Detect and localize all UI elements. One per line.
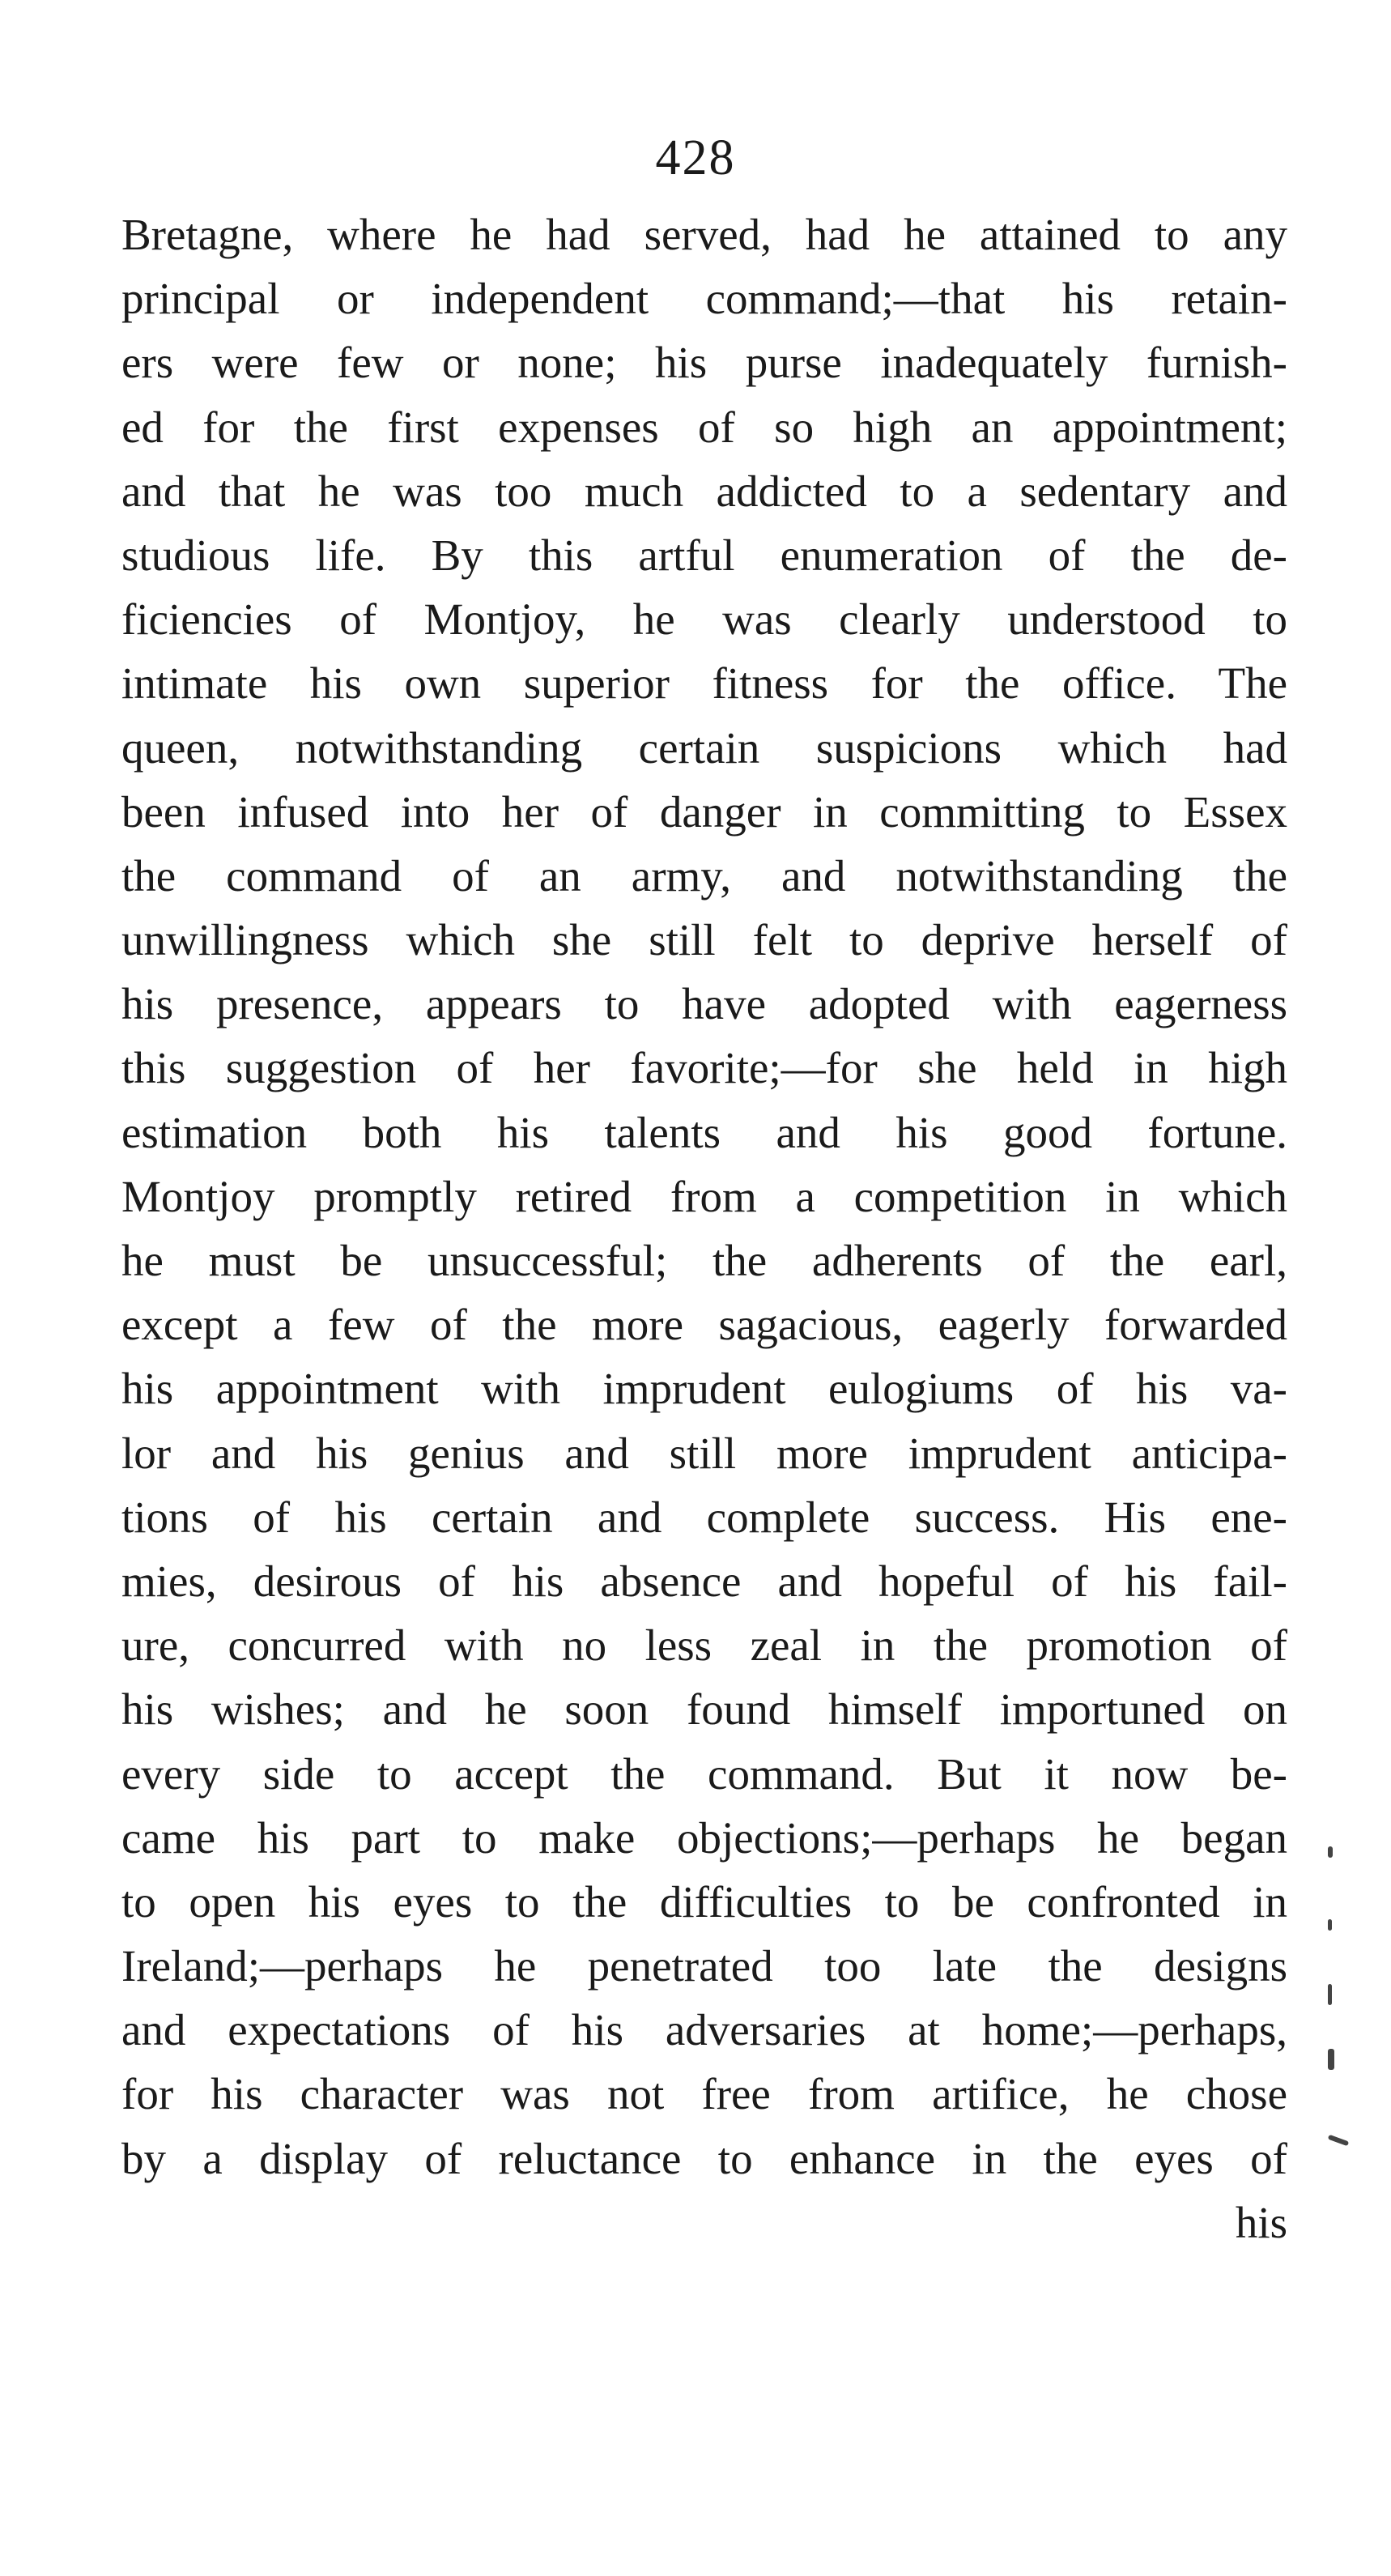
speck-mark (1328, 1919, 1332, 1931)
page-number: 428 (655, 130, 736, 185)
text-line: intimate his own superior fitness for the office. The (121, 658, 1287, 709)
text-line: principal or independent command;—that his retain- (121, 274, 1287, 324)
text-line: his wishes; and he soon found himself importuned on (121, 1684, 1287, 1735)
text-line: Montjoy promptly retired from a competition in which (121, 1171, 1287, 1221)
text-line: lor and his genius and still more imprudent anticipa- (121, 1428, 1287, 1478)
text-line: this suggestion of her favorite;—for she held in high (121, 1043, 1287, 1093)
text-line: he must be unsuccessful; the adherents of the earl, (121, 1236, 1287, 1285)
text-line: mies, desirous of his absence and hopeful of his fail- (121, 1556, 1287, 1606)
text-line: and that he was too much addicted to a sedentary and (121, 466, 1287, 516)
text-line: except a few of the more sagacious, eagerly forwarded (121, 1300, 1287, 1350)
text-line: tions of his certain and complete success. His ene- (121, 1492, 1287, 1542)
catchword: his (1235, 2197, 1287, 2247)
text-line: ure, concurred with no less zeal in the promotion of (121, 1620, 1287, 1671)
text-line: studious life. By this artful enumeration of the de- (121, 530, 1287, 580)
text-line: for his character was not free from artifice, he chose (121, 2069, 1287, 2119)
text-line: his appointment with imprudent eulogiums of his va- (121, 1364, 1287, 1414)
speck-mark (1328, 2135, 1349, 2147)
text-line: every side to accept the command. But it now be- (121, 1748, 1287, 1799)
text-line: his presence, appears to have adopted with eagerness (121, 979, 1287, 1029)
text-line: ficiencies of Montjoy, he was clearly understood to (121, 594, 1287, 645)
text-line: and expectations of his adversaries at home;—perhaps, (121, 2005, 1287, 2055)
margin-specks (1328, 1830, 1360, 2235)
body-text (121, 202, 1287, 2255)
speck-mark (1328, 1846, 1333, 1858)
text-line: ers were few or none; his purse inadequately furnish- (121, 338, 1287, 388)
text-line: came his part to make objections;—perhaps he began (121, 1812, 1287, 1863)
text-line: queen, notwithstanding certain suspicions which had (121, 722, 1287, 773)
text-line: by a display of reluctance to enhance in the eyes of (121, 2133, 1287, 2183)
text-line: Bretagne, where he had served, had he attained to any (121, 210, 1287, 259)
text-line: Ireland;—perhaps he penetrated too late the designs (121, 1941, 1287, 1991)
text-line: been infused into her of danger in committing to Essex (121, 786, 1287, 837)
text-line: to open his eyes to the difficulties to be confronted in (121, 1876, 1287, 1927)
text-line: the command of an army, and notwithstanding the (121, 850, 1287, 901)
text-line: ed for the first expenses of so high an appointment; (121, 402, 1287, 452)
speck-mark (1328, 2049, 1334, 2070)
text-line: unwillingness which she still felt to deprive herself of (121, 915, 1287, 965)
speck-mark (1328, 1984, 1332, 2005)
text-line: estimation both his talents and his good fortune. (121, 1107, 1287, 1157)
